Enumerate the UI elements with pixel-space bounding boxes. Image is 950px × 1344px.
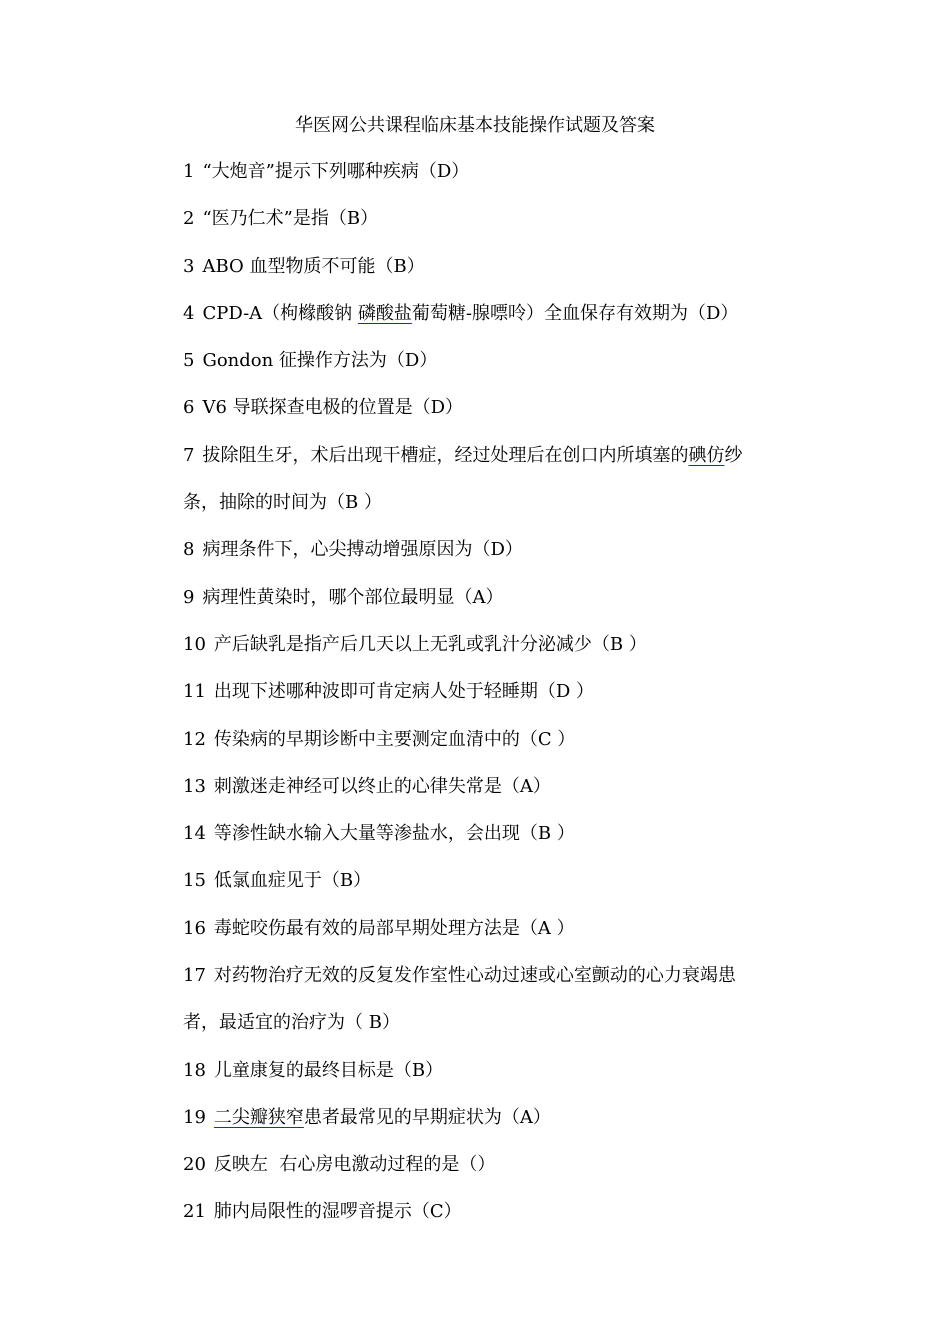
- question-text: 出现下述哪种波即可肯定病人处于轻睡期（D ）: [213, 681, 595, 702]
- underlined-term: 二尖瓣狭窄: [213, 1107, 304, 1128]
- question-21: [183, 1198, 462, 1226]
- question-text: “医乃仁术”是指（B）: [202, 208, 379, 229]
- underlined-term: 磷酸盐: [357, 303, 412, 324]
- question-17-continuation: 者，最适宜的治疗为（ B）: [183, 1012, 400, 1033]
- question-text-post: 葡萄糖-腺嘌呤）全血保存有效期为（D）: [411, 303, 739, 324]
- question-text: 传染病的早期诊断中主要测定血清中的（C ）: [213, 729, 576, 750]
- question-number: 4: [183, 303, 195, 324]
- question-number: 11: [183, 681, 206, 702]
- question-number: 20: [183, 1154, 206, 1175]
- question-20: [183, 1151, 495, 1179]
- question-number: 5: [183, 350, 195, 371]
- question-10: [183, 631, 647, 659]
- question-12: [183, 726, 575, 754]
- question-number: 3: [183, 256, 195, 277]
- question-text: “大炮音”提示下列哪种疾病（D）: [202, 161, 470, 182]
- question-18: [183, 1057, 443, 1085]
- question-number: 17: [183, 965, 206, 986]
- question-number: 13: [183, 776, 206, 797]
- question-2: [183, 205, 378, 233]
- question-7: [183, 442, 742, 470]
- question-text: 低氯血症见于（B）: [213, 870, 372, 891]
- question-4: [183, 300, 738, 328]
- question-17: [183, 962, 736, 990]
- question-text-pre: CPD-A（枸橼酸钠: [202, 303, 358, 324]
- question-text: 对药物治疗无效的反复发作室性心动过速或心室颤动的心力衰竭患: [213, 965, 736, 986]
- question-8: [183, 536, 523, 564]
- question-text: 病理性黄染时，哪个部位最明显（A）: [202, 587, 504, 608]
- question-text: Gondon 征操作方法为（D）: [202, 350, 438, 371]
- question-number: 16: [183, 918, 206, 939]
- question-number: 10: [183, 634, 206, 655]
- question-16: [183, 915, 575, 943]
- question-1: [183, 158, 469, 186]
- question-text-post: 纱: [724, 445, 743, 466]
- question-text: V6 导联探查电极的位置是（D）: [202, 397, 464, 418]
- question-text: 病理条件下，心尖搏动增强原因为（D）: [202, 539, 523, 560]
- question-15: [183, 867, 371, 895]
- question-number: 2: [183, 208, 195, 229]
- question-19: [183, 1104, 551, 1132]
- question-6: [183, 394, 463, 422]
- question-text-post: 患者最常见的早期症状为（A）: [303, 1107, 551, 1128]
- question-number: 6: [183, 397, 195, 418]
- question-number: 21: [183, 1201, 206, 1222]
- question-number: 14: [183, 823, 206, 844]
- question-text: 儿童康复的最终目标是（B）: [213, 1060, 444, 1081]
- question-11: [183, 678, 594, 706]
- question-13: [183, 773, 551, 801]
- question-text: ABO 血型物质不可能（B）: [202, 256, 425, 277]
- question-text: 产后缺乳是指产后几天以上无乳或乳汁分泌减少（B ）: [213, 634, 647, 655]
- document-title: 华医网公共课程临床基本技能操作试题及答案: [295, 115, 655, 136]
- question-9: [183, 584, 503, 612]
- question-text: 刺激迷走神经可以终止的心律失常是（A）: [213, 776, 551, 797]
- question-number: 12: [183, 729, 206, 750]
- question-5: [183, 347, 437, 375]
- question-number: 7: [183, 445, 195, 466]
- question-number: 9: [183, 587, 195, 608]
- question-number: 8: [183, 539, 195, 560]
- question-text: 毒蛇咬伤最有效的局部早期处理方法是（A ）: [213, 918, 575, 939]
- question-number: 18: [183, 1060, 206, 1081]
- question-3: [183, 253, 425, 281]
- question-7-continuation: 条，抽除的时间为（B ）: [183, 492, 382, 513]
- underlined-term: 碘仿: [688, 445, 725, 466]
- question-number: 19: [183, 1107, 206, 1128]
- question-number: 15: [183, 870, 206, 891]
- question-text-pre: 拔除阻生牙，术后出现干槽症，经过处理后在创口内所填塞的: [202, 445, 689, 466]
- question-14: [183, 820, 575, 848]
- question-text: 反映左 右心房电激动过程的是（）: [213, 1154, 496, 1175]
- question-text: 等渗性缺水输入大量等渗盐水，会出现（B ）: [213, 823, 575, 844]
- question-text: 肺内局限性的湿啰音提示（C）: [213, 1201, 462, 1222]
- question-number: 1: [183, 161, 195, 182]
